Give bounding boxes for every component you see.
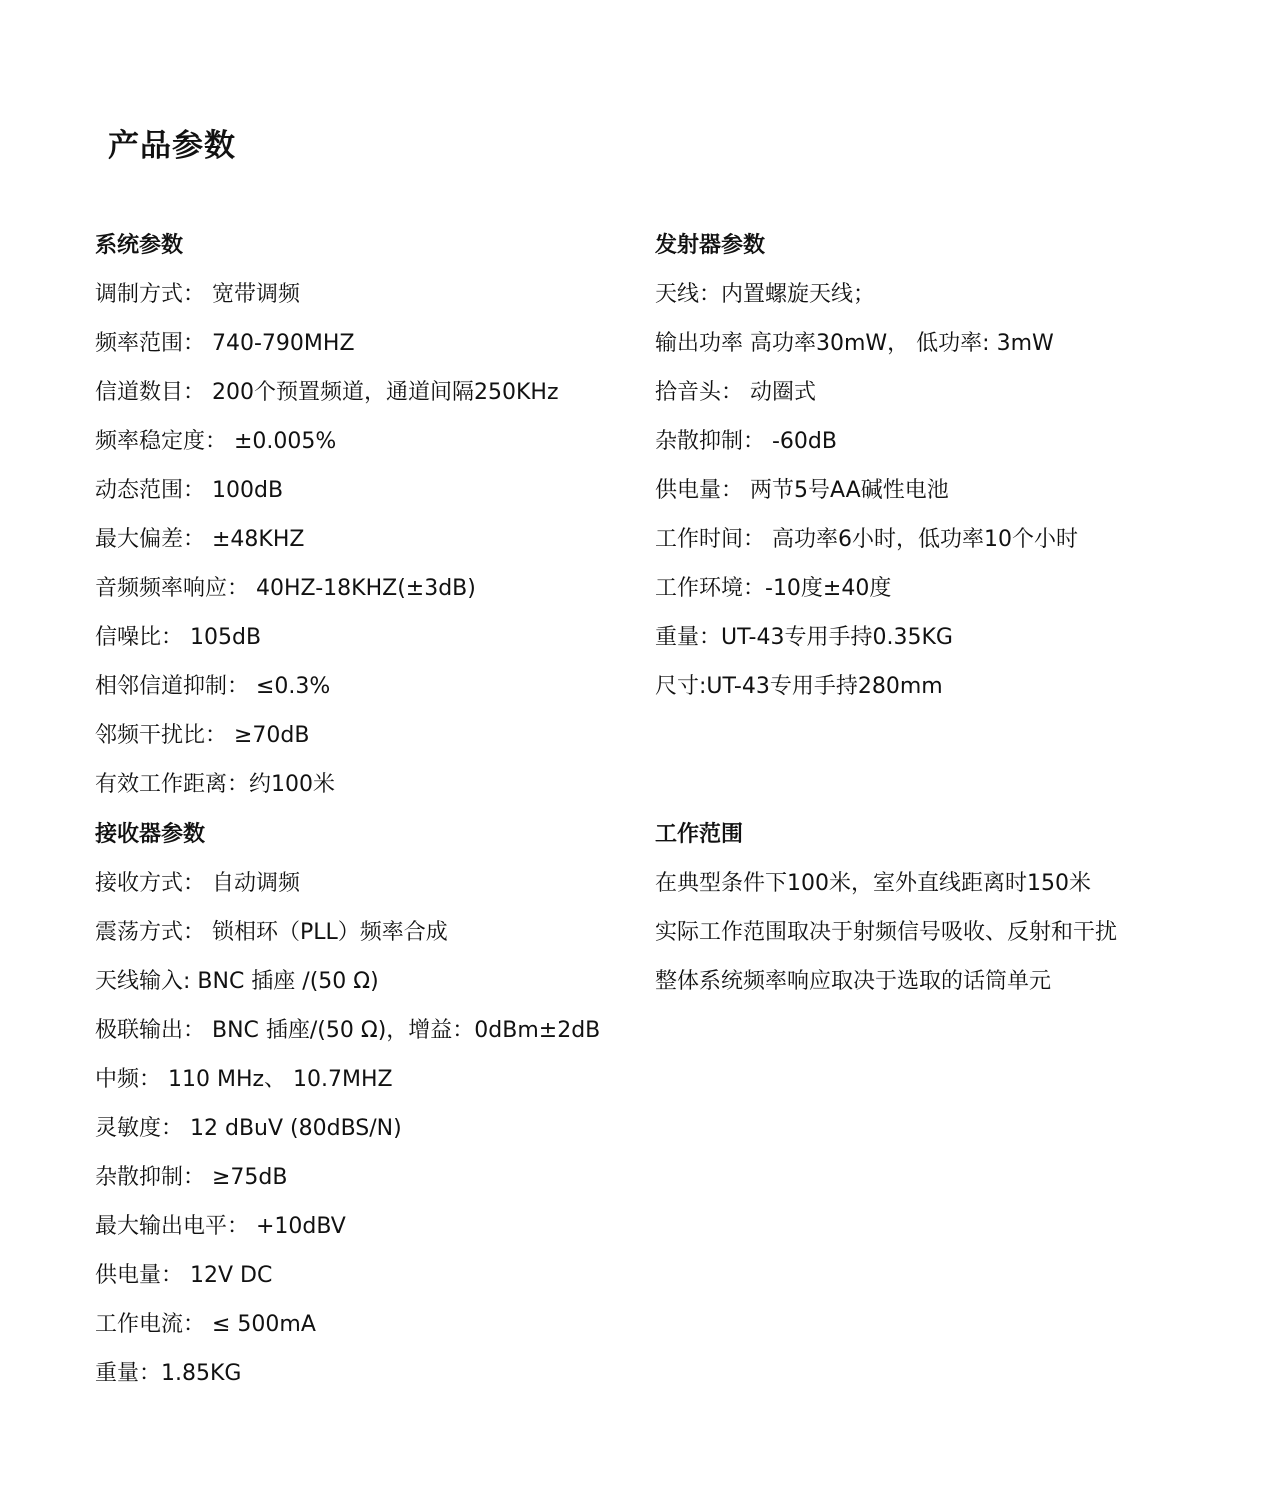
receiver-params-heading: 接收器参数 [95, 822, 206, 847]
transmitter-params-list [655, 270, 1215, 711]
spec-max-deviation: 最大偏差： ±48KHZ [95, 527, 305, 552]
system-params-heading: 系统参数 [95, 233, 184, 258]
spec-effective-distance: 有效工作距离：约100米 [95, 772, 335, 797]
spec-operating-environment: 工作环境：-10度±40度 [655, 576, 892, 601]
spec-cascade-output: 极联输出： BNC 插座/(50 Ω)，增益：0dBm±2dB [95, 1018, 601, 1043]
spec-modulation: 调制方式： 宽带调频 [95, 282, 300, 307]
system-params-list [95, 270, 655, 809]
spec-adjacent-channel-rejection: 相邻信道抑制： ≤0.3% [95, 674, 331, 699]
spec-output-power: 输出功率 高功率30mW， 低功率: 3mW [655, 331, 1054, 356]
spec-spurious-rejection: 杂散抑制： ≥75dB [95, 1165, 288, 1190]
spec-intermediate-frequency: 中频： 110 MHz、 10.7MHZ [95, 1067, 393, 1092]
spec-power-supply: 供电量： 12V DC [95, 1263, 273, 1288]
spec-antenna-input: 天线输入: BNC 插座 /(50 Ω) [95, 969, 379, 994]
working-range-heading: 工作范围 [655, 822, 744, 847]
spec-sensitivity: 灵敏度： 12 dBuV (80dBS/N) [95, 1116, 402, 1141]
spec-channel-count: 信道数目： 200个预置频道，通道间隔250KHz [95, 380, 559, 405]
spec-operating-current: 工作电流： ≤ 500mA [95, 1312, 316, 1337]
page-title: 产品参数 [108, 128, 236, 164]
spec-dynamic-range: 动态范围： 100dB [95, 478, 284, 503]
spec-snr: 信噪比： 105dB [95, 625, 262, 650]
system-params-section [95, 221, 655, 809]
working-range-list [655, 859, 1215, 1006]
spec-power-supply: 供电量： 两节5号AA碱性电池 [655, 478, 949, 503]
spec-antenna: 天线：内置螺旋天线； [655, 282, 876, 307]
range-typical: 在典型条件下100米，室外直线距离时150米 [655, 871, 1091, 896]
transmitter-params-section [655, 221, 1215, 711]
spec-size: 尺寸:UT-43专用手持280mm [655, 674, 943, 699]
transmitter-params-heading: 发射器参数 [655, 233, 766, 258]
spec-spurious-rejection: 杂散抑制： -60dB [655, 429, 837, 454]
spec-weight: 重量：1.85KG [95, 1361, 242, 1386]
spec-oscillation-mode: 震荡方式： 锁相环（PLL）频率合成 [95, 920, 448, 945]
range-actual: 实际工作范围取决于射频信号吸收、反射和干扰 [655, 920, 1118, 945]
spec-weight: 重量：UT-43专用手持0.35KG [655, 625, 953, 650]
spec-audio-response: 音频频率响应： 40HZ-18KHZ(±3dB) [95, 576, 476, 601]
range-frequency-response: 整体系统频率响应取决于选取的话筒单元 [655, 969, 1052, 994]
spec-frequency-range: 频率范围： 740-790MHZ [95, 331, 355, 356]
spec-pickup: 拾音头： 动圈式 [655, 380, 816, 405]
working-range-section [655, 810, 1215, 1006]
spec-operating-time: 工作时间： 高功率6小时，低功率10个小时 [655, 527, 1078, 552]
receiver-params-list [95, 859, 655, 1398]
spec-max-output-level: 最大输出电平： +10dBV [95, 1214, 346, 1239]
receiver-params-section [95, 810, 655, 1398]
spec-frequency-stability: 频率稳定度： ±0.005% [95, 429, 337, 454]
spec-adjacent-interference-ratio: 邻频干扰比： ≥70dB [95, 723, 310, 748]
spec-receive-mode: 接收方式： 自动调频 [95, 871, 300, 896]
